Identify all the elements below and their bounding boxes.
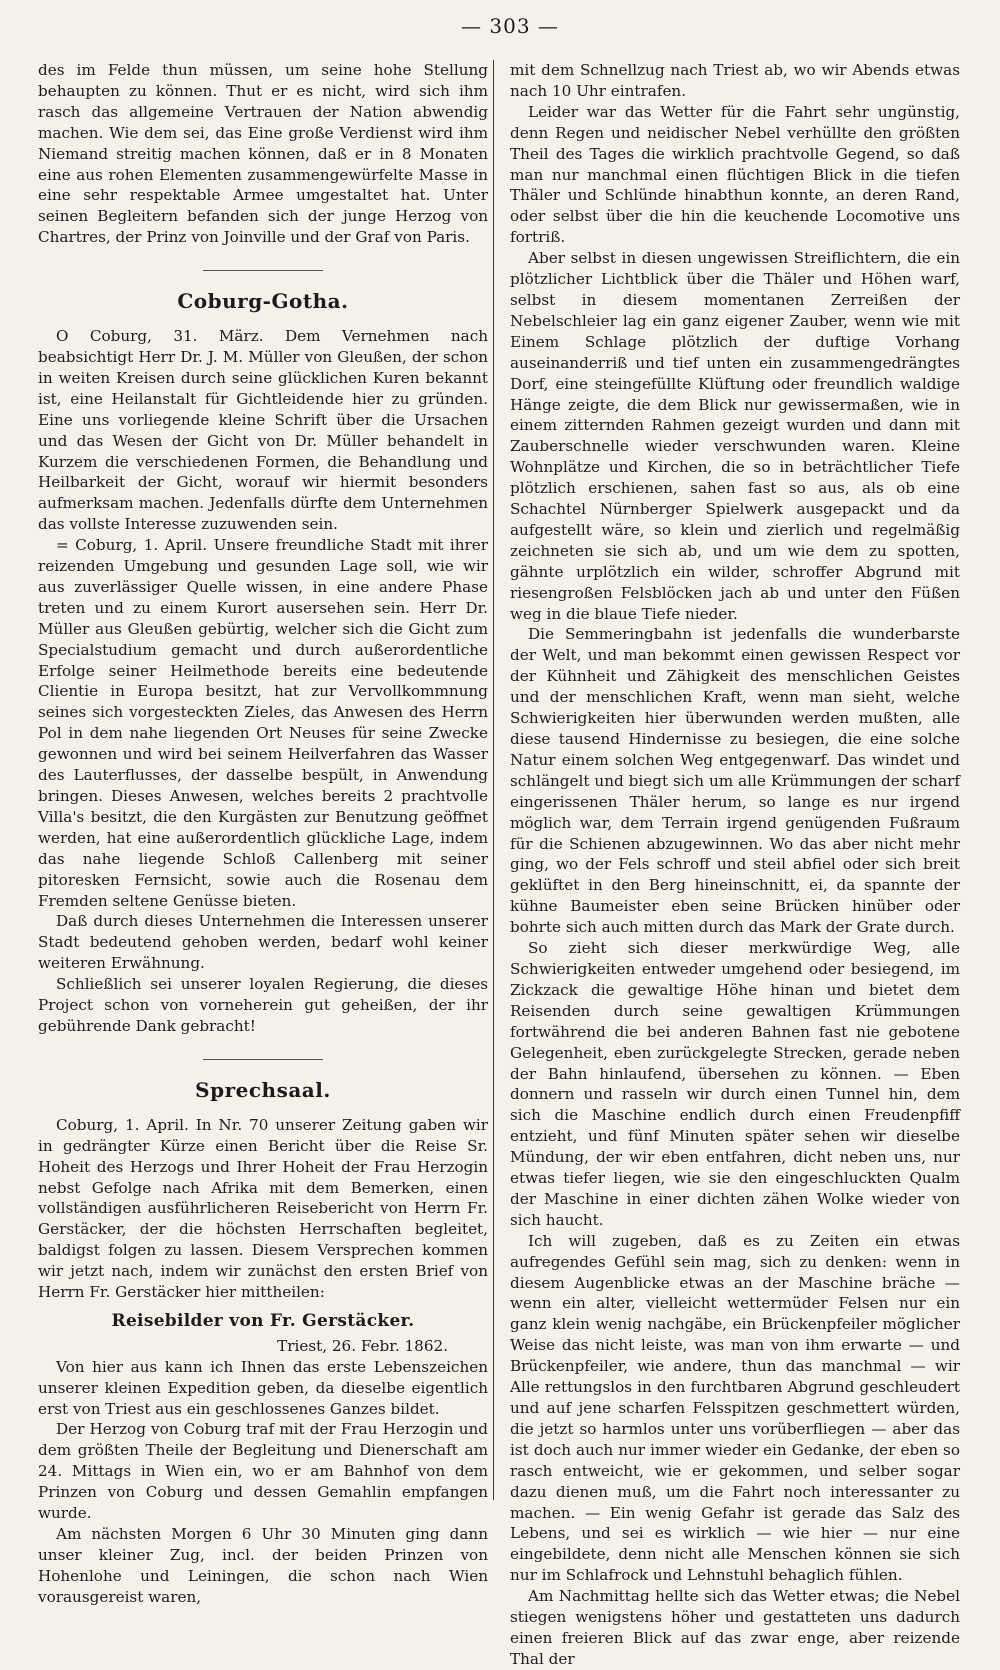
paragraph: Der Herzog von Coburg traf mit der Frau Herzogin und dem größten Theile der Begleitung und Dienerschaft am 24. Mittags in Wien ein, wo er am Bahnhof von dem Prinzen von Coburg und dessen Gemahlin empfangen wurde. bbox=[38, 1420, 488, 1523]
divider bbox=[203, 1059, 323, 1060]
paragraph: Ich will zugeben, daß es zu Zeiten ein etwas aufregendes Gefühl sein mag, sich zu denken: wenn in diesem Augenblicke etwas an der Maschine bräche — wenn ein alter, vielleicht wettermüder Felsen nur ein ganz klein wenig nachgäbe, ein Brückenpfeiler möglicher Weise das nicht leiste, was man von ihm erwarte — und Brückenpfeiler, wie andere, thun das manchmal — wir Alle rettungslos in den furchtbaren Abgrund geschleudert und auf jene scharfen Felsspitzen geschmettert würden, die jetzt so harmlos unter uns vorüberfliegen — aber das ist doch auch nur immer wieder ein Gedanke, der eben so rasch entweicht, wie er gekommen, und selber sogar dazu dienen muß, um die Fahrt noch interessanter zu machen. — Ein wenig Gefahr ist gerade das Salz des Lebens, und sei es wirklich — wie hier — nur eine eingebildete, denn nicht alle Menschen können sie sich nur im Schlafrock und Lehnstuhl behaglich fühlen. bbox=[510, 1231, 960, 1585]
paragraph: Die Semmeringbahn ist jedenfalls die wunderbarste der Welt, und man bekommt einen gewissen Respect vor der Kühnheit und Zähigkeit des menschlichen Geistes und der menschlichen Kraft, wenn man sieht, welche Schwierigkeiten hier überwunden werden mußten, alle diese tausend Hindernisse zu besiegen, die eine solche Natur einem solchen Weg entgegenwarf. Das windet und schlängelt und biegt sich um alle Krümmungen der scharf eingerissenen Thäler herum, so lange es nur irgend möglich war, dem Terrain irgend genügenden Fußraum für die Schienen abzugewinnen. Wo das aber nicht mehr ging, wo der Fels schroff und steil abfiel oder sich breit geklüftet in den Berg hineinschnitt, ei, da spannte der kühne Baumeister eben seine Brücken hinüber oder bohrte sich auch mitten durch das Mark der Grate durch. bbox=[510, 625, 960, 937]
paragraph: Coburg, 1. April. In Nr. 70 unserer Zeitung gaben wir in gedrängter Kürze einen Bericht über die Reise Sr. Hoheit des Herzogs und Ihrer Hoheit der Frau Herzogin nebst Gefolge nach Afrika mit dem Bemerken, einen vollständigen ausführlicheren Reisebericht von Herrn Fr. Gerstäcker, der die höchsten Herrschaften begleitet, baldigst folgen zu lassen. Diesem Versprechen kommen wir jetzt nach, indem wir zunächst den ersten Brief von Herrn Fr. Gerstäcker hier mittheilen: bbox=[38, 1115, 488, 1302]
paragraph: Schließlich sei unserer loyalen Regierung, die dieses Project schon von vorneherein gut geheißen, der ihr gebührende Dank gebracht! bbox=[38, 975, 488, 1035]
paragraph: Am Nachmittag hellte sich das Wetter etwas; die Nebel stiegen wenigstens höher und gestatteten uns dadurch einen freieren Blick auf das zwar enge, aber reizende Thal der bbox=[510, 1587, 960, 1668]
paragraph: mit dem Schnellzug nach Triest ab, wo wir Abends etwas nach 10 Uhr eintrafen. bbox=[510, 61, 960, 100]
paragraph: Am nächsten Morgen 6 Uhr 30 Minuten ging dann unser kleiner Zug, incl. der beiden Prinzen von Hohenlohe und Leiningen, die schon nach Wien vorausgereist waren, bbox=[38, 1525, 488, 1606]
paragraph: O Coburg, 31. März. Dem Vernehmen nach beabsichtigt Herr Dr. J. M. Müller von Gleußen, der schon in weiten Kreisen durch seine glücklichen Kuren bekannt ist, eine Heilanstalt für Gichtleidende hier zu gründen. Eine uns vorliegende kleine Schrift über die Ursachen und das Wesen der Gicht von Dr. Müller behandelt in Kurzem die verschiedenen Formen, die Behandlung und Heilbarkeit der Gicht, worauf wir hiermit besonders aufmerksam machen. Jedenfalls dürfte dem Unternehmen das vollste Interesse zuzuwenden sein. bbox=[38, 327, 488, 534]
right-column bbox=[510, 60, 960, 1670]
paragraph: Leider war das Wetter für die Fahrt sehr ungünstig, denn Regen und neidischer Nebel verhüllte den größten Theil des Tages die wirklich prachtvolle Gegend, so daß man nur manchmal einen flüchtigen Blick in die tiefen Thäler und Schlünde hinabthun konnte, an deren Rand, oder selbst über die hin die keuchende Locomotive uns fortriß. bbox=[510, 102, 960, 247]
section-heading-coburg-gotha: Coburg-Gotha. bbox=[177, 289, 349, 314]
column-rule bbox=[493, 60, 494, 1500]
article-subheading: Reisebilder von Fr. Gerstäcker. bbox=[111, 1310, 415, 1331]
paragraph: Aber selbst in diesen ungewissen Streiflichtern, die ein plötzlicher Lichtblick über die Thäler und Höhen warf, selbst in diesem momentanen Zerreißen der Nebelschleier lag ein ganz eigener Zauber, wenn wie mit Einem Schlage plötzlich der duftige Vorhang auseinanderriß und tief unten ein zusammengedrängtes Dorf, eine steingefüllte Klüftung oder freundlich waldige Hänge zeigte, die dem Blick nur gewissermaßen, wie in einem zitternden Rahmen gezeigt wurden und dann mit Zauberschnelle wieder verschwunden waren. Kleine Wohnplätze und Kirchen, die so in beträchtlicher Tiefe plötzlich erschienen, sahen fast so aus, als ob eine Schachtel Nürnberger Spielwerk ausgepackt und da aufgestellt wäre, so klein und zierlich und regelmäßig zeichneten sie sich ab, und um wie dem zu spotten, gähnte urplötzlich ein wilder, schroffer Abgrund mit riesengroßen Felsblöcken jach ab und unter den Füßen weg in die blaue Tiefe nieder. bbox=[510, 249, 960, 623]
paragraph: Daß durch dieses Unternehmen die Interessen unserer Stadt bedeutend gehoben werden, bedarf wohl keiner weiteren Erwähnung. bbox=[38, 912, 488, 973]
paragraph: Von hier aus kann ich Ihnen das erste Lebenszeichen unserer kleinen Expedition geben, da dieselbe eigentlich erst von Triest aus ein geschlossenes Ganzes bildet. bbox=[38, 1357, 488, 1418]
page-number: — 303 — bbox=[461, 14, 559, 38]
left-column bbox=[38, 60, 488, 1608]
section-heading-sprechsaal: Sprechsaal. bbox=[195, 1077, 331, 1102]
paragraph: So zieht sich dieser merkwürdige Weg, alle Schwierigkeiten entweder umgehend oder besiegend, im Zickzack die gewaltige Höhe hinan und bietet dem Reisenden durch seine gewaltigen Krümmungen fortwährend die bei anderen Bahnen fast nie gebotene Gelegenheit, eben zurückgelegte Strecken, gerade neben der Bahn hinlaufend, übersehen zu können. — Eben donnern und rasseln wir durch einen Tunnel hin, dem sich die Maschine endlich durch einen Freudenpfiff entzieht, und fünf Minuten später sehen wir dieselbe Mündung, der wir eben entfahren, dicht neben uns, nur etwas tiefer liegen, wie sie den eingeschluckten Qualm der Maschine in einer dichten zähen Wolke wieder von sich haucht. bbox=[510, 939, 960, 1229]
paragraph: des im Felde thun müssen, um seine hohe Stellung behaupten zu können. Thut er es nicht, wird sich ihm rasch das allgemeine Vertrauen der Nation abwendig machen. Wie dem sei, das Eine große Verdienst wird ihm Niemand streitig machen können, daß er in 8 Monaten eine aus rohen Elementen zusammengewürfelte Masse in eine sehr respektable Armee umgestaltet hat. Unter seinen Begleitern befanden sich der junge Herzog von Chartres, der Prinz von Joinville und der Graf von Paris. bbox=[38, 61, 488, 247]
dateline: Triest, 26. Febr. 1862. bbox=[277, 1336, 448, 1355]
divider bbox=[203, 270, 323, 271]
paragraph: = Coburg, 1. April. Unsere freundliche Stadt mit ihrer reizenden Umgebung und gesunden Lage soll, wie wir aus zuverlässiger Quelle wissen, in eine andere Phase treten und zu einem Kurort ausersehen sein. Herr Dr. Müller aus Gleußen gebürtig, welcher sich die Gicht zum Specialstudium gemacht und durch außerordentliche Erfolge seiner Heilmethode bereits eine bedeutende Clientie in Europa besitzt, hat zur Vervollkommnung seines sich vorgesteckten Zieles, das Anwesen des Herrn Pol in dem nahe liegenden Ort Neuses für seine Zwecke gewonnen und wird bei seinem Heilverfahren das Wasser des Lauterflusses, der dasselbe bespült, in Anwendung bringen. Dieses Anwesen, welches bereits 2 prachtvolle Villa's besitzt, die den Kurgästen zur Benutzung geöffnet werden, hat eine außerordentlich glückliche Lage, indem das nahe liegende Schloß Callenberg mit seiner pitoresken Fernsicht, sowie auch die Rosenau dem Fremden seltene Genüsse bieten. bbox=[38, 536, 488, 910]
